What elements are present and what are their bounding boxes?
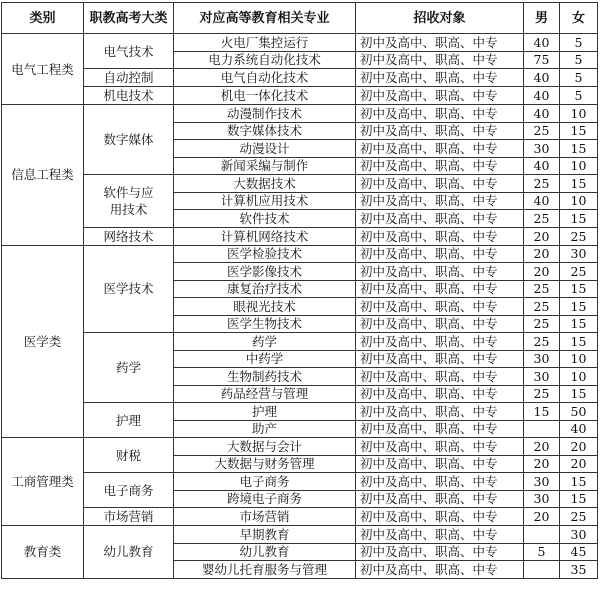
male-count-cell: 25 [524, 385, 560, 403]
higher-major-cell: 康复治疗技术 [174, 280, 356, 298]
enrollment-cell: 初中及高中、职高、中专 [356, 227, 524, 245]
female-count-cell: 10 [560, 105, 598, 123]
header-category: 类别 [2, 3, 84, 34]
higher-major-cell: 早期教育 [174, 526, 356, 544]
higher-major-cell: 动漫设计 [174, 140, 356, 158]
category-cell: 电气工程类 [2, 34, 84, 105]
header-male: 男 [524, 3, 560, 34]
header-vocational-major: 职教高考大类 [84, 3, 174, 34]
male-count-cell: 25 [524, 333, 560, 351]
vocational-major-cell: 电子商务 [84, 473, 174, 508]
higher-major-cell: 电子商务 [174, 473, 356, 491]
female-count-cell: 10 [560, 157, 598, 175]
female-count-cell: 15 [560, 210, 598, 228]
vocational-major-cell: 市场营销 [84, 508, 174, 526]
enrollment-cell: 初中及高中、职高、中专 [356, 175, 524, 193]
male-count-cell: 75 [524, 51, 560, 69]
enrollment-cell: 初中及高中、职高、中专 [356, 315, 524, 333]
male-count-cell: 15 [524, 403, 560, 421]
table-row [2, 333, 598, 351]
enrollment-cell: 初中及高中、职高、中专 [356, 508, 524, 526]
male-count-cell: 25 [524, 210, 560, 228]
male-count-cell: 30 [524, 473, 560, 491]
male-count-cell: 40 [524, 192, 560, 210]
male-count-cell [524, 526, 560, 544]
female-count-cell: 30 [560, 245, 598, 263]
male-count-cell: 25 [524, 298, 560, 316]
higher-major-cell: 大数据与财务管理 [174, 455, 356, 473]
category-cell: 医学类 [2, 245, 84, 438]
vocational-major-cell: 护理 [84, 403, 174, 438]
male-count-cell: 40 [524, 105, 560, 123]
category-cell: 工商管理类 [2, 438, 84, 526]
header-higher-major: 对应高等教育相关专业 [174, 3, 356, 34]
male-count-cell: 25 [524, 280, 560, 298]
male-count-cell: 25 [524, 175, 560, 193]
male-count-cell: 30 [524, 140, 560, 158]
female-count-cell: 40 [560, 420, 598, 438]
enrollment-cell: 初中及高中、职高、中专 [356, 473, 524, 491]
enrollment-cell: 初中及高中、职高、中专 [356, 157, 524, 175]
female-count-cell: 10 [560, 192, 598, 210]
higher-major-cell: 火电厂集控运行 [174, 34, 356, 52]
male-count-cell: 40 [524, 69, 560, 87]
table-row [2, 473, 598, 491]
higher-major-cell: 婴幼儿托育服务与管理 [174, 561, 356, 579]
vocational-major-cell: 数字媒体 [84, 105, 174, 175]
female-count-cell: 5 [560, 34, 598, 52]
female-count-cell: 25 [560, 263, 598, 281]
higher-major-cell: 中药学 [174, 350, 356, 368]
table-row [2, 69, 598, 87]
female-count-cell: 15 [560, 315, 598, 333]
enrollment-cell: 初中及高中、职高、中专 [356, 543, 524, 561]
female-count-cell: 5 [560, 69, 598, 87]
table-row [2, 227, 598, 245]
female-count-cell: 30 [560, 526, 598, 544]
enrollment-cell: 初中及高中、职高、中专 [356, 420, 524, 438]
table-row [2, 105, 598, 123]
higher-major-cell: 大数据与会计 [174, 438, 356, 456]
table-row [2, 438, 598, 456]
female-count-cell: 25 [560, 508, 598, 526]
male-count-cell: 40 [524, 87, 560, 105]
table-row [2, 245, 598, 263]
enrollment-cell: 初中及高中、职高、中专 [356, 350, 524, 368]
female-count-cell: 20 [560, 438, 598, 456]
vocational-major-cell: 幼儿教育 [84, 526, 174, 579]
higher-major-cell: 机电一体化技术 [174, 87, 356, 105]
table-row [2, 87, 598, 105]
enrollment-cell: 初中及高中、职高、中专 [356, 122, 524, 140]
category-cell: 信息工程类 [2, 105, 84, 246]
table-body [2, 34, 598, 579]
vocational-major-cell: 药学 [84, 333, 174, 403]
higher-major-cell: 医学检验技术 [174, 245, 356, 263]
male-count-cell: 30 [524, 368, 560, 386]
higher-major-cell: 计算机网络技术 [174, 227, 356, 245]
higher-major-cell: 幼儿教育 [174, 543, 356, 561]
enrollment-cell: 初中及高中、职高、中专 [356, 526, 524, 544]
male-count-cell: 20 [524, 508, 560, 526]
female-count-cell: 15 [560, 122, 598, 140]
male-count-cell: 20 [524, 245, 560, 263]
vocational-major-cell: 财税 [84, 438, 174, 473]
vocational-major-cell: 医学技术 [84, 245, 174, 333]
higher-major-cell: 数字媒体技术 [174, 122, 356, 140]
female-count-cell: 45 [560, 543, 598, 561]
enrollment-cell: 初中及高中、职高、中专 [356, 280, 524, 298]
female-count-cell: 20 [560, 455, 598, 473]
vocational-major-cell: 软件与应用技术 [84, 175, 174, 228]
vocational-major-cell: 机电技术 [84, 87, 174, 105]
enrollment-cell: 初中及高中、职高、中专 [356, 51, 524, 69]
enrollment-cell: 初中及高中、职高、中专 [356, 490, 524, 508]
higher-major-cell: 动漫制作技术 [174, 105, 356, 123]
female-count-cell: 10 [560, 350, 598, 368]
higher-major-cell: 生物制药技术 [174, 368, 356, 386]
enrollment-cell: 初中及高中、职高、中专 [356, 263, 524, 281]
enrollment-cell: 初中及高中、职高、中专 [356, 69, 524, 87]
enrollment-cell: 初中及高中、职高、中专 [356, 245, 524, 263]
female-count-cell: 15 [560, 473, 598, 491]
male-count-cell: 20 [524, 438, 560, 456]
table-row [2, 526, 598, 544]
higher-major-cell: 新闻采编与制作 [174, 157, 356, 175]
higher-major-cell: 计算机应用技术 [174, 192, 356, 210]
female-count-cell: 5 [560, 51, 598, 69]
higher-major-cell: 护理 [174, 403, 356, 421]
higher-major-cell: 助产 [174, 420, 356, 438]
enrollment-cell: 初中及高中、职高、中专 [356, 298, 524, 316]
table-row [2, 34, 598, 52]
male-count-cell [524, 420, 560, 438]
higher-major-cell: 眼视光技术 [174, 298, 356, 316]
higher-major-cell: 药品经营与管理 [174, 385, 356, 403]
male-count-cell: 25 [524, 315, 560, 333]
female-count-cell: 15 [560, 280, 598, 298]
enrollment-cell: 初中及高中、职高、中专 [356, 368, 524, 386]
enrollment-cell: 初中及高中、职高、中专 [356, 34, 524, 52]
vocational-major-cell: 网络技术 [84, 227, 174, 245]
table-row [2, 508, 598, 526]
table-row [2, 403, 598, 421]
female-count-cell: 15 [560, 490, 598, 508]
female-count-cell: 5 [560, 87, 598, 105]
male-count-cell [524, 561, 560, 579]
male-count-cell: 30 [524, 350, 560, 368]
enrollment-cell: 初中及高中、职高、中专 [356, 210, 524, 228]
female-count-cell: 15 [560, 333, 598, 351]
enrollment-cell: 初中及高中、职高、中专 [356, 105, 524, 123]
higher-major-cell: 大数据技术 [174, 175, 356, 193]
female-count-cell: 35 [560, 561, 598, 579]
vocational-major-cell: 电气技术 [84, 34, 174, 69]
enrollment-cell: 初中及高中、职高、中专 [356, 87, 524, 105]
enrollment-cell: 初中及高中、职高、中专 [356, 455, 524, 473]
higher-major-cell: 软件技术 [174, 210, 356, 228]
header-female: 女 [560, 3, 598, 34]
vocational-major-cell: 自动控制 [84, 69, 174, 87]
higher-major-cell: 电力系统自动化技术 [174, 51, 356, 69]
enrollment-cell: 初中及高中、职高、中专 [356, 385, 524, 403]
female-count-cell: 15 [560, 298, 598, 316]
enrollment-cell: 初中及高中、职高、中专 [356, 561, 524, 579]
female-count-cell: 50 [560, 403, 598, 421]
enrollment-cell: 初中及高中、职高、中专 [356, 192, 524, 210]
header-enrollment: 招收对象 [356, 3, 524, 34]
female-count-cell: 10 [560, 368, 598, 386]
female-count-cell: 15 [560, 140, 598, 158]
male-count-cell: 20 [524, 263, 560, 281]
male-count-cell: 25 [524, 122, 560, 140]
enrollment-cell: 初中及高中、职高、中专 [356, 140, 524, 158]
female-count-cell: 15 [560, 175, 598, 193]
higher-major-cell: 电气自动化技术 [174, 69, 356, 87]
header-row [2, 3, 598, 34]
male-count-cell: 20 [524, 455, 560, 473]
enrollment-cell: 初中及高中、职高、中专 [356, 403, 524, 421]
male-count-cell: 20 [524, 227, 560, 245]
male-count-cell: 40 [524, 34, 560, 52]
enrollment-table [1, 2, 598, 579]
female-count-cell: 25 [560, 227, 598, 245]
male-count-cell: 40 [524, 157, 560, 175]
higher-major-cell: 医学生物技术 [174, 315, 356, 333]
table-row [2, 175, 598, 193]
higher-major-cell: 市场营销 [174, 508, 356, 526]
female-count-cell: 15 [560, 385, 598, 403]
higher-major-cell: 药学 [174, 333, 356, 351]
category-cell: 教育类 [2, 526, 84, 579]
enrollment-cell: 初中及高中、职高、中专 [356, 438, 524, 456]
higher-major-cell: 跨境电子商务 [174, 490, 356, 508]
enrollment-table-container [1, 2, 599, 606]
male-count-cell: 5 [524, 543, 560, 561]
male-count-cell: 30 [524, 490, 560, 508]
enrollment-cell: 初中及高中、职高、中专 [356, 333, 524, 351]
higher-major-cell: 医学影像技术 [174, 263, 356, 281]
